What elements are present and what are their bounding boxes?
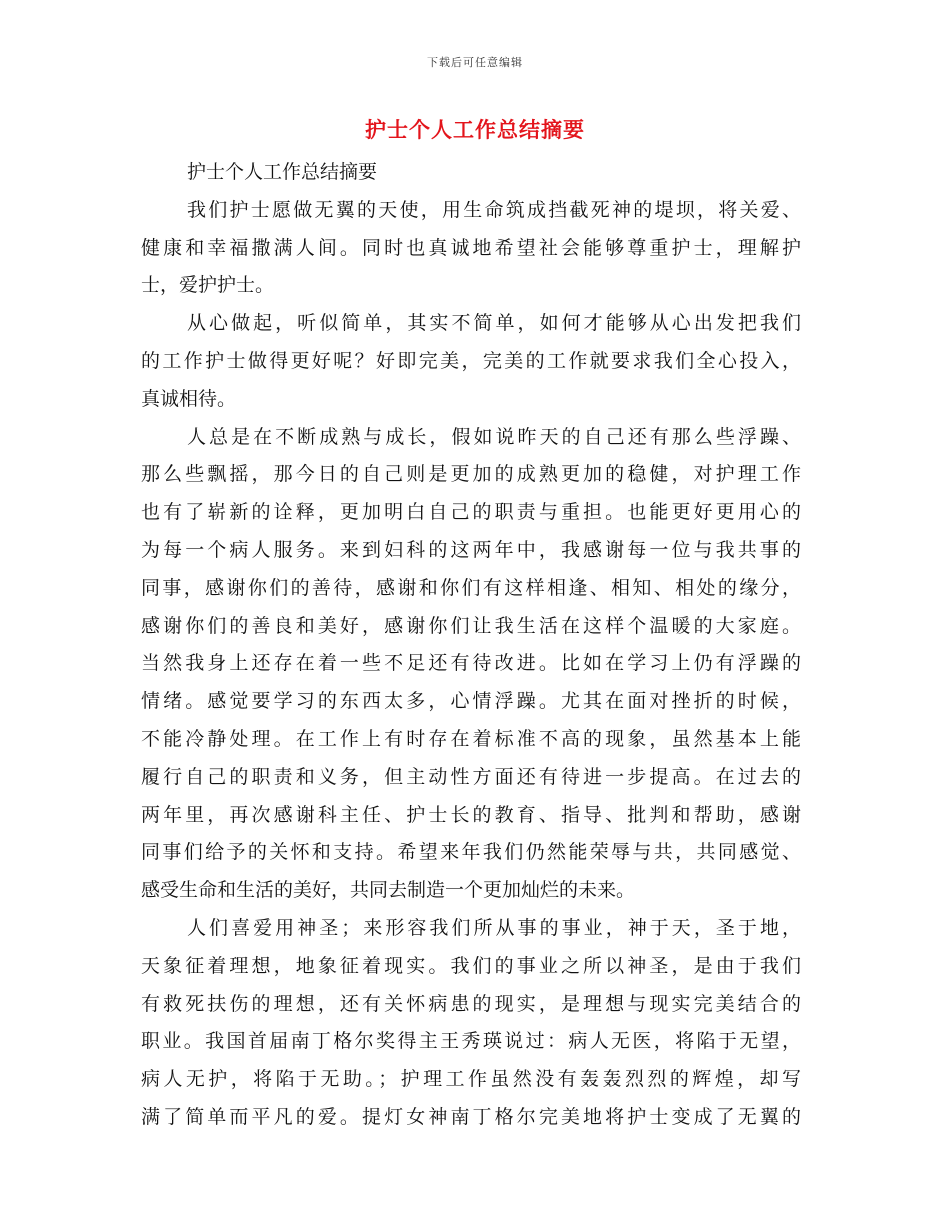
paragraph <box>141 910 801 1137</box>
text-line: 护士个人工作总结摘要 <box>187 161 378 183</box>
text-line: 的工作护士做得更好呢？好即完美，完美的工作就要求我们全心投入， <box>141 349 801 372</box>
paragraph <box>141 154 801 192</box>
text-line: 有救死扶伤的理想，还有关怀病患的现实，是理想与现实完美结合的 <box>141 992 801 1015</box>
text-line: 人总是在不断成熟与成长，假如说昨天的自己还有那么些浮躁、 <box>187 425 801 448</box>
text-line: 感谢你们的善良和美好，感谢你们让我生活在这样个温暖的大家庭。 <box>141 614 801 637</box>
header-note: 下载后可任意编辑 <box>427 56 523 69</box>
text-line: 为每一个病人服务。来到妇科的这两年中，我感谢每一位与我共事的 <box>141 538 801 561</box>
text-line: 从心做起，听似简单，其实不简单，如何才能够从心出发把我们 <box>187 312 801 335</box>
text-line: 同事们给予的关怀和支持。希望来年我们仍然能荣辱与共，共同感觉、 <box>141 841 801 864</box>
text-line: 天象征着理想，地象征着现实。我们的事业之所以神圣，是由于我们 <box>141 954 801 977</box>
text-line: 真诚相待。 <box>141 387 237 410</box>
text-line: 人们喜爱用神圣；来形容我们所从事的事业，神于天，圣于地， <box>187 916 801 939</box>
text-line: 也有了崭新的诠释，更加明白自己的职责与重担。也能更好更用心的 <box>141 501 801 524</box>
text-line: 感受生命和生活的美好，共同去制造一个更加灿烂的未来。 <box>141 879 636 902</box>
text-line: 当然我身上还存在着一些不足还有待改进。比如在学习上仍有浮躁的 <box>141 652 801 675</box>
text-line: 不能冷静处理。在工作上有时存在着标准不高的现象，虽然基本上能 <box>141 727 801 750</box>
paragraph <box>141 192 801 305</box>
document-title: 护士个人工作总结摘要 <box>365 118 585 142</box>
text-line: 那么些飘摇，那今日的自己则是更加的成熟更加的稳健，对护理工作 <box>141 463 801 486</box>
text-line: 两年里，再次感谢科主任、护士长的教育、指导、批判和帮助，感谢 <box>141 803 801 826</box>
text-line: 满了简单而平凡的爱。提灯女神南丁格尔完美地将护士变成了无翼的 <box>141 1105 801 1128</box>
paragraph <box>141 419 801 910</box>
text-line: 我们护士愿做无翼的天使，用生命筑成挡截死神的堤坝，将关爱、 <box>187 198 801 221</box>
text-line: 病人无护，将陷于无助。；护理工作虽然没有轰轰烈烈的辉煌，却写 <box>141 1068 801 1091</box>
text-line: 履行自己的职责和义务，但主动性方面还有待进一步提高。在过去的 <box>141 765 801 788</box>
text-line: 士，爱护护士。 <box>141 274 275 297</box>
text-line: 职业。我国首届南丁格尔奖得主王秀瑛说过：病人无医，将陷于无望， <box>141 1030 801 1053</box>
document-body <box>141 154 801 1137</box>
text-line: 同事，感谢你们的善待，感谢和你们有这样相逢、相知、相处的缘分， <box>141 576 801 599</box>
text-line: 情绪。感觉要学习的东西太多，心情浮躁。尤其在面对挫折的时候， <box>141 690 801 713</box>
paragraph <box>141 305 801 418</box>
text-line: 健康和幸福撒满人间。同时也真诚地希望社会能够尊重护士，理解护 <box>141 236 801 259</box>
